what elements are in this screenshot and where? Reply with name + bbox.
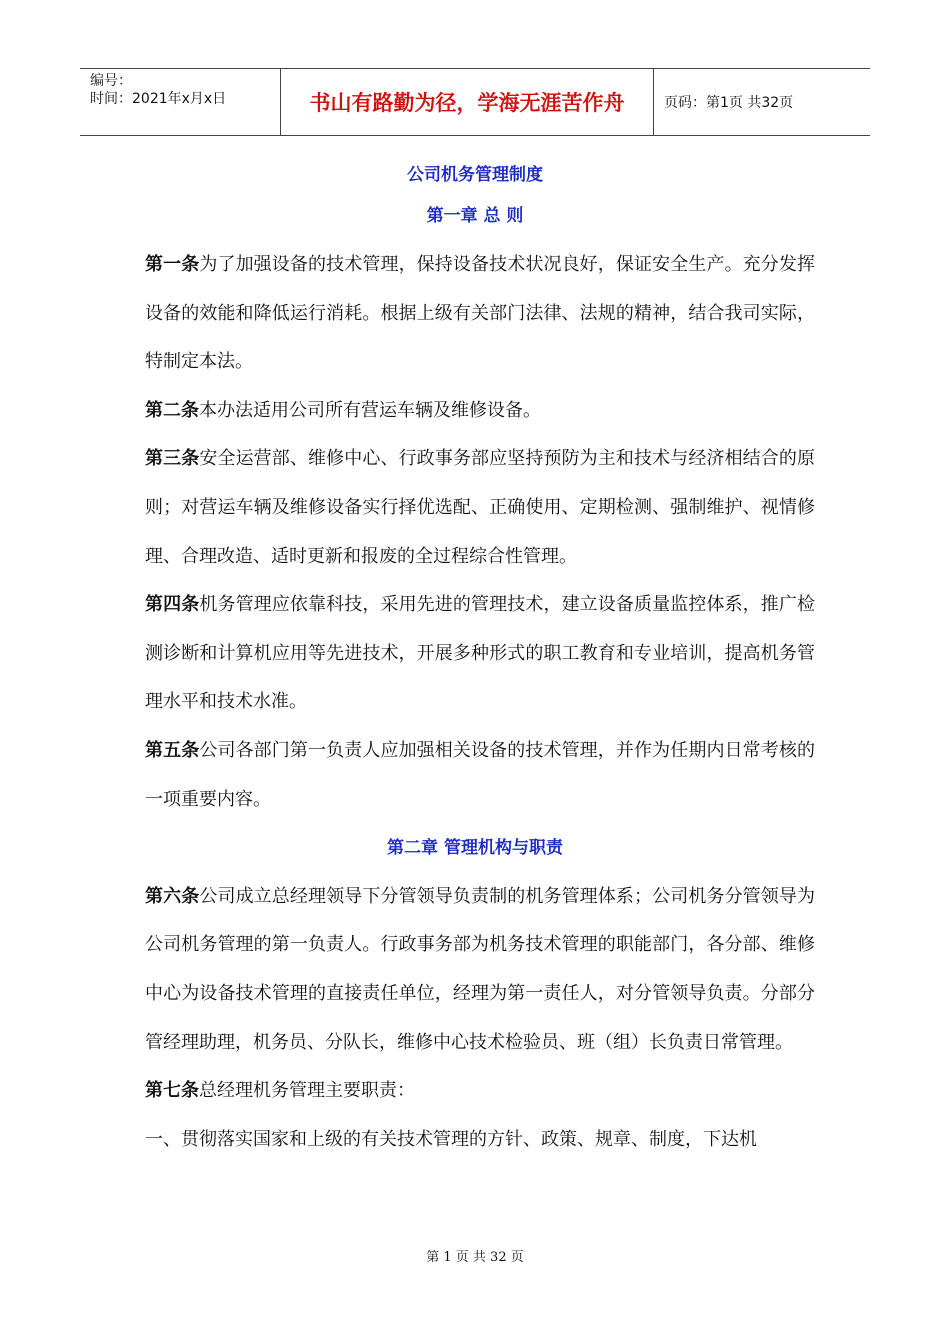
article-label: 第六条 — [145, 885, 200, 907]
article-label: 第四条 — [145, 594, 200, 616]
article-label: 第五条 — [145, 739, 200, 761]
article-7 — [145, 1067, 815, 1116]
header-motto: 书山有路勤为径，学海无涯苦作舟 — [281, 69, 654, 135]
article-text: 本办法适用公司所有营运车辆及维修设备。 — [199, 399, 541, 421]
time-label: 时间：2021年x月x日 — [90, 91, 227, 107]
article-text: 公司成立总经理领导下分管领导负责制的机务管理体系；公司机务分管领导为公司机务管理的第一负责人。行政事务部为机务技术管理的职能部门，各分部、维修中心为设备技术管理的直接责任单位，经理为第一责任人，对分管领导负责。分部分管经理助理，机务员、分队长，维修中心技术检验员、班（组）长负责日常管理。 — [145, 885, 816, 1053]
number-label: 编号： — [90, 73, 132, 89]
article-text: 总经理机务管理主要职责： — [199, 1080, 415, 1102]
article-text: 为了加强设备的技术管理，保持设备技术状况良好，保证安全生产。充分发挥设备的效能和降低运行消耗。根据上级有关部门法律、法规的精神，结合我司实际，特制定本法。 — [145, 254, 816, 373]
header-table — [80, 68, 870, 136]
item-1: 一、贯彻落实国家和上级的有关技术管理的方针、政策、规章、制度，下达机 — [145, 1128, 757, 1150]
article-6 — [145, 873, 815, 1067]
article-label: 第三条 — [145, 448, 200, 470]
page-footer: 第 1 页 共 32 页 — [426, 1250, 524, 1265]
article-5 — [145, 727, 815, 824]
article-label: 第七条 — [145, 1080, 199, 1102]
document-title: 公司机务管理制度 — [407, 165, 543, 185]
article-1 — [145, 241, 815, 387]
header-meta-cell — [80, 69, 281, 135]
header-page-info: 页码：第1页 共32页 — [664, 95, 794, 111]
article-4 — [145, 581, 815, 727]
article-text: 公司各部门第一负责人应加强相关设备的技术管理，并作为任期内日常考核的一项重要内容。 — [145, 739, 816, 810]
article-2 — [145, 387, 815, 436]
article-label: 第二条 — [145, 399, 199, 421]
article-text: 机务管理应依靠科技，采用先进的管理技术，建立设备质量监控体系，推广检测诊断和计算机应用等先进技术，开展多种形式的职工教育和专业培训，提高机务管理水平和技术水准。 — [145, 594, 816, 713]
article-label: 第一条 — [145, 254, 200, 275]
chapter-2-title: 第二章 管理机构与职责 — [387, 838, 563, 859]
article-text: 安全运营部、维修中心、行政事务部应坚持预防为主和技术与经济相结合的原则；对营运车辆及维修设备实行择优选配、正确使用、定期检测、强制维护、视情修理、合理改造、适时更新和报废的全过程综合性管理。 — [145, 448, 816, 567]
chapter-1-title: 第一章 总 则 — [426, 206, 524, 227]
article-3 — [145, 435, 815, 581]
document-body — [145, 206, 816, 1164]
